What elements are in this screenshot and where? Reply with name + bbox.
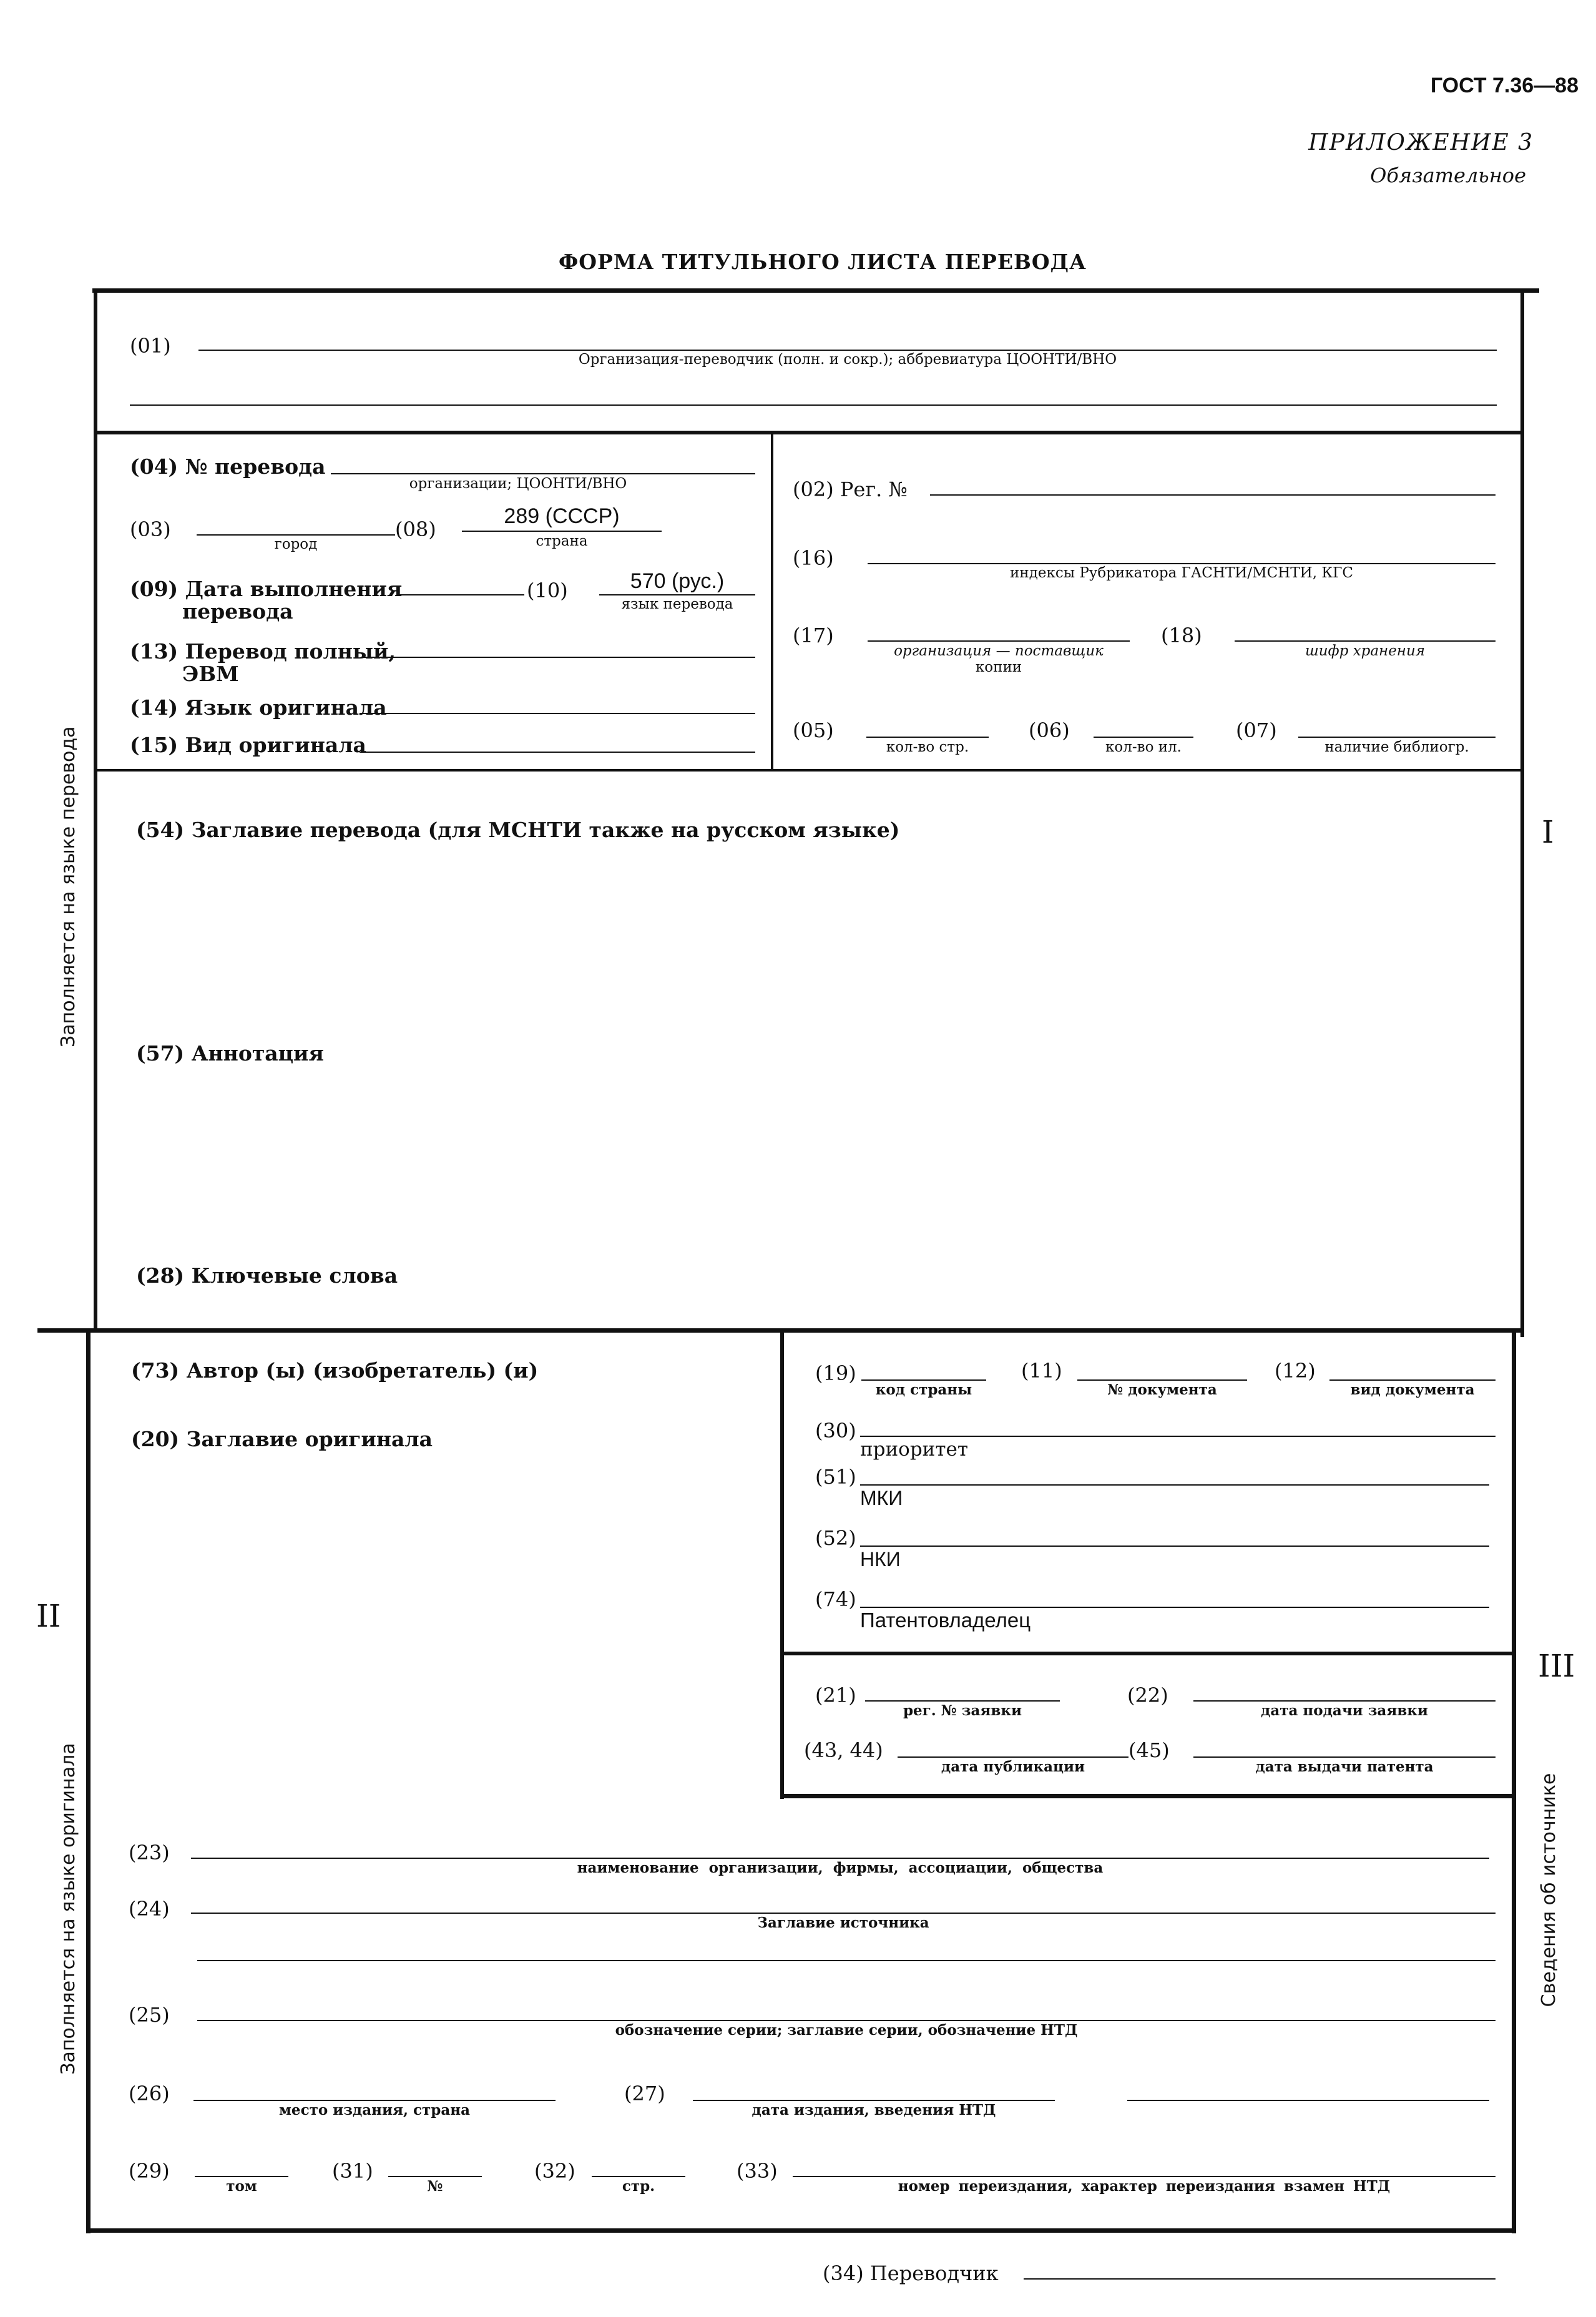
f05-line[interactable] xyxy=(866,737,989,738)
f43-line[interactable] xyxy=(898,1756,1128,1758)
f31-caption: № xyxy=(427,2178,443,2195)
f43-code: (43, 44) xyxy=(804,1738,883,1762)
f57-annotation: (57) Аннотация xyxy=(136,1041,324,1065)
f21-code: (21) xyxy=(815,1683,856,1707)
f18-code: (18) xyxy=(1161,624,1202,647)
f24-code: (24) xyxy=(129,1897,170,1921)
f01-code: (01) xyxy=(130,334,171,358)
column-divider-1 xyxy=(771,431,773,771)
f08-line[interactable] xyxy=(462,531,662,532)
frame-bottom xyxy=(86,2228,1516,2233)
f17-code: (17) xyxy=(793,624,834,647)
f45-line[interactable] xyxy=(1193,1756,1496,1758)
f14-line[interactable] xyxy=(360,713,755,714)
f03-line[interactable] xyxy=(197,534,395,536)
f30-code: (30) xyxy=(815,1419,856,1443)
f06-caption: кол-во ил. xyxy=(1105,739,1182,755)
f29-caption: том xyxy=(226,2178,257,2195)
f13-label-2: ЭВМ xyxy=(182,662,239,686)
f18-line[interactable] xyxy=(1235,640,1496,642)
f45-code: (45) xyxy=(1128,1738,1170,1762)
f16-code: (16) xyxy=(793,546,834,570)
f52-caption: НКИ xyxy=(860,1548,901,1570)
f02-line[interactable] xyxy=(930,494,1496,496)
f11-code: (11) xyxy=(1021,1359,1062,1383)
appendix-label: ПРИЛОЖЕНИЕ 3 xyxy=(1308,130,1534,155)
f08-value: 289 (СССР) xyxy=(504,504,620,528)
f33-line[interactable] xyxy=(793,2176,1496,2177)
f06-code: (06) xyxy=(1029,718,1070,742)
f10-code: (10) xyxy=(527,579,568,602)
f02-label: (02) Рег. № xyxy=(793,478,908,501)
f13-label-1: (13) Перевод полный, xyxy=(130,639,396,664)
f05-code: (05) xyxy=(793,718,834,742)
frame-right-upper xyxy=(1520,288,1524,1337)
f09-label-1: (09) Дата выполнения xyxy=(130,577,403,601)
f14-label: (14) Язык оригинала xyxy=(130,695,387,720)
f21-line[interactable] xyxy=(865,1700,1060,1702)
f04-label: (04) № перевода xyxy=(130,454,326,479)
f52-line[interactable] xyxy=(860,1545,1489,1547)
section-label-III: III xyxy=(1538,1648,1575,1684)
section-label-II: II xyxy=(36,1598,61,1634)
f74-line[interactable] xyxy=(860,1607,1489,1608)
f74-caption: Патентовладелец xyxy=(860,1609,1031,1632)
f10-line[interactable] xyxy=(599,594,755,595)
frame-top xyxy=(92,288,1539,293)
f73-authors: (73) Автор (ы) (изобретатель) (и) xyxy=(131,1358,539,1383)
f27-caption: дата издания, введения НТД xyxy=(751,2102,996,2119)
f18-caption: шифр хранения xyxy=(1305,643,1425,659)
f05-caption: кол-во стр. xyxy=(886,739,969,755)
patent-block-bottom xyxy=(780,1794,1516,1798)
f09-label-2: перевода xyxy=(182,599,293,624)
f03-code: (03) xyxy=(130,517,171,541)
f20-original-title: (20) Заглавие оригинала xyxy=(131,1427,433,1451)
f43-caption: дата публикации xyxy=(941,1758,1085,1775)
f27-code: (27) xyxy=(624,2082,665,2105)
f52-code: (52) xyxy=(815,1526,856,1550)
f51-caption: МКИ xyxy=(860,1487,903,1509)
f22-line[interactable] xyxy=(1193,1700,1496,1702)
f29-code: (29) xyxy=(129,2159,170,2183)
f22-code: (22) xyxy=(1127,1683,1168,1707)
f07-code: (07) xyxy=(1236,718,1277,742)
f45-caption: дата выдачи патента xyxy=(1255,1758,1434,1775)
side-label-translation-language: Заполняется на языке перевода xyxy=(57,726,79,1047)
patent-block-left xyxy=(780,1331,784,1799)
side-label-original-language: Заполняется на языке оригинала xyxy=(57,1743,79,2075)
f12-code: (12) xyxy=(1275,1359,1316,1383)
f17-caption-1: организация — поставщик xyxy=(894,643,1104,659)
f01-line-2[interactable] xyxy=(130,404,1497,406)
f32-line[interactable] xyxy=(592,2176,685,2177)
f32-caption: стр. xyxy=(622,2178,655,2195)
f31-line[interactable] xyxy=(388,2176,482,2177)
f33-code: (33) xyxy=(737,2159,778,2183)
f11-line[interactable] xyxy=(1077,1379,1247,1381)
f31-code: (31) xyxy=(332,2159,373,2183)
f26-line[interactable] xyxy=(193,2100,556,2101)
f30-line[interactable] xyxy=(860,1436,1496,1437)
f09-line[interactable] xyxy=(399,594,524,595)
f07-line[interactable] xyxy=(1298,737,1496,738)
section-label-I: I xyxy=(1542,814,1554,850)
f19-line[interactable] xyxy=(861,1379,986,1381)
f34-line[interactable] xyxy=(1024,2278,1496,2280)
f04-line[interactable] xyxy=(331,473,755,474)
f23-code: (23) xyxy=(129,1841,170,1864)
f24-caption: Заглавие источника xyxy=(757,1914,929,1931)
f29-line[interactable] xyxy=(195,2176,288,2177)
f27-line[interactable] xyxy=(693,2100,1055,2101)
f30-caption: приоритет xyxy=(860,1438,968,1461)
frame-left-upper xyxy=(94,288,97,1330)
f34-translator: (34) Переводчик xyxy=(823,2261,999,2285)
f03-caption: город xyxy=(274,536,318,552)
f10-caption: язык перевода xyxy=(621,596,733,612)
f17-caption-2: копии xyxy=(975,659,1022,675)
f54-title-translation: (54) Заглавие перевода (для МСНТИ также на русском языке) xyxy=(136,818,900,842)
f51-code: (51) xyxy=(815,1465,856,1489)
side-label-source-info: Сведения об источнике xyxy=(1538,1773,1560,2007)
f27-extra-line[interactable] xyxy=(1127,2100,1489,2101)
f07-caption: наличие библиогр. xyxy=(1324,739,1469,755)
row-divider-2 xyxy=(94,769,1524,772)
f25-caption: обозначение серии; заглавие серии, обозначение НТД xyxy=(615,2022,1078,2039)
standard-number: ГОСТ 7.36—88 xyxy=(1430,74,1579,97)
f33-caption: номер переиздания, характер переиздания взамен НТД xyxy=(898,2178,1391,2195)
f12-line[interactable] xyxy=(1329,1379,1496,1381)
f16-caption: индексы Рубрикатора ГАСНТИ/МСНТИ, КГС xyxy=(1010,565,1353,581)
form-title: ФОРМА ТИТУЛЬНОГО ЛИСТА ПЕРЕВОДА xyxy=(559,250,1087,274)
f15-label: (15) Вид оригинала xyxy=(130,733,366,757)
f26-caption: место издания, страна xyxy=(278,2102,471,2119)
row-divider-1 xyxy=(94,431,1524,434)
patent-block-divider xyxy=(780,1652,1516,1655)
f19-caption: код страны xyxy=(875,1381,972,1398)
f17-line[interactable] xyxy=(868,640,1130,642)
f16-line[interactable] xyxy=(868,563,1496,564)
f21-caption: рег. № заявки xyxy=(903,1702,1022,1719)
f25-line[interactable] xyxy=(197,2020,1496,2021)
f23-caption: наименование организации, фирмы, ассоциации, общества xyxy=(577,1859,1104,1876)
f08-caption: страна xyxy=(536,533,588,549)
f15-line[interactable] xyxy=(360,752,755,753)
f19-code: (19) xyxy=(815,1361,856,1385)
f06-line[interactable] xyxy=(1094,737,1193,738)
f24-line[interactable] xyxy=(191,1913,1496,1914)
f32-code: (32) xyxy=(534,2159,575,2183)
f13-line[interactable] xyxy=(362,657,755,658)
f51-line[interactable] xyxy=(860,1484,1489,1486)
f11-caption: № документа xyxy=(1107,1381,1217,1398)
f12-caption: вид документа xyxy=(1350,1381,1475,1398)
f01-line[interactable] xyxy=(198,350,1497,351)
f26-code: (26) xyxy=(129,2082,170,2105)
f28-keywords: (28) Ключевые слова xyxy=(136,1263,398,1288)
f23-line[interactable] xyxy=(191,1858,1489,1859)
f22-caption: дата подачи заявки xyxy=(1261,1702,1428,1719)
frame-left-lower xyxy=(86,1328,91,2233)
f08-code: (08) xyxy=(395,517,436,541)
f01-caption: Организация-переводчик (полн. и сокр.); аббревиатура ЦООНТИ/ВНО xyxy=(578,351,1117,368)
f10-value: 570 (рус.) xyxy=(630,569,725,593)
f24-line-2[interactable] xyxy=(197,1960,1496,1961)
f74-code: (74) xyxy=(815,1587,856,1611)
f04-caption: организации; ЦООНТИ/ВНО xyxy=(409,476,627,492)
f25-code: (25) xyxy=(129,2003,170,2027)
frame-right-lower xyxy=(1512,1328,1516,2233)
appendix-status: Обязательное xyxy=(1370,164,1526,187)
